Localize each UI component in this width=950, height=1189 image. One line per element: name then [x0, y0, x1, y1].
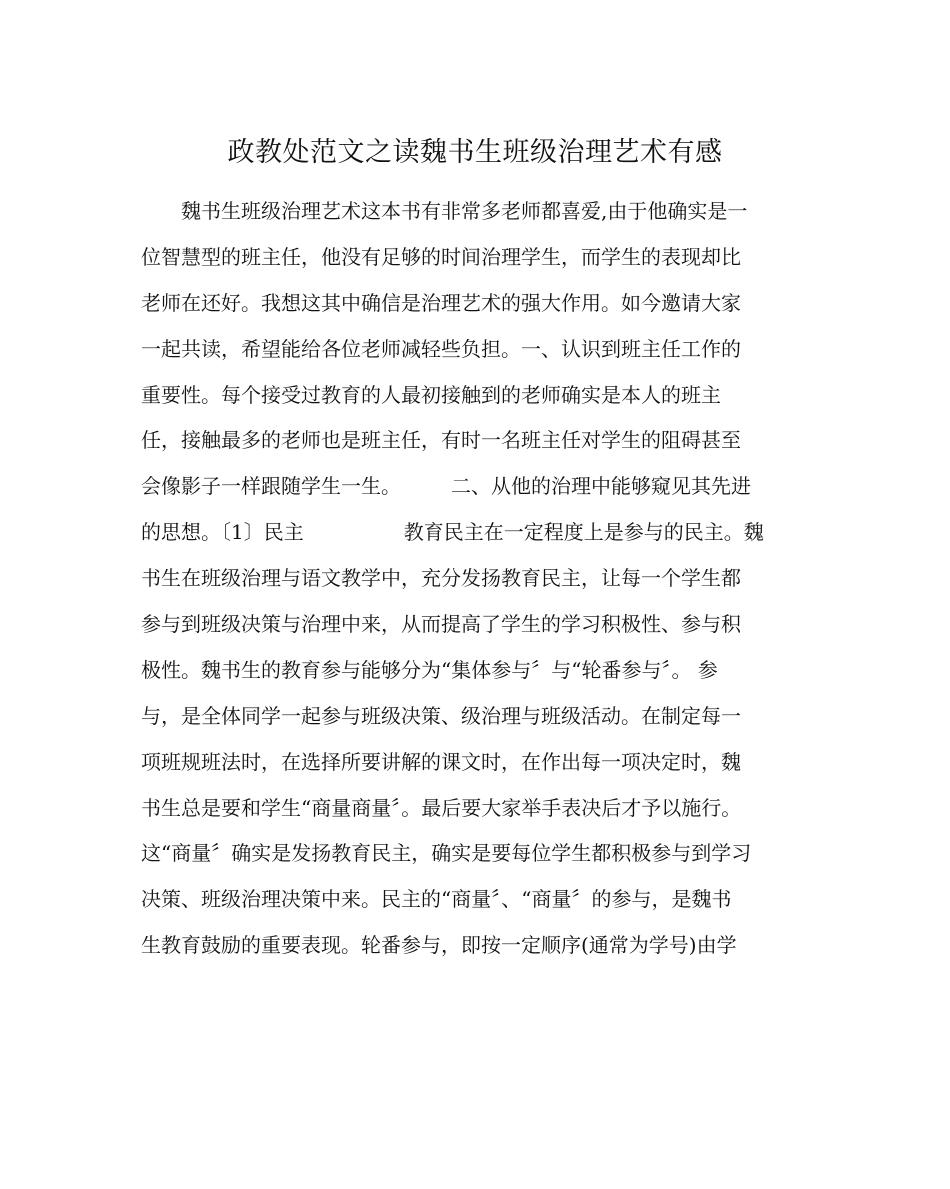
- body-line: 位智慧型的班主任，他没有足够的时间治理学生，而学生的表现却比: [141, 244, 741, 269]
- body-line: 的思想。〔1〕民主 教育民主在一定程度上是参与的民主。魏: [141, 520, 764, 545]
- body-line: 项班规班法时，在选择所要讲解的课文时，在作出每一项决定时，魏: [141, 749, 741, 774]
- body-line: 参与到班级决策与治理中来，从而提高了学生的学习积极性、参与积: [141, 612, 741, 637]
- body-line: 重要性。每个接受过教育的人最初接触到的老师确实是本人的班主: [141, 382, 721, 407]
- body-line: 生教育鼓励的重要表现。轮番参与，即按一定顺序(通常为学号)由学: [141, 933, 737, 958]
- body-line: 决策、班级治理决策中来。民主的“商量〞、“商量〞的参与，是魏书: [141, 887, 732, 912]
- body-line: 一起共读，希望能给各位老师减轻些负担。一、认识到班主任工作的: [141, 336, 741, 361]
- body-line: 这“商量〞确实是发扬教育民主，确实是要每位学生都积极参与到学习: [141, 841, 752, 866]
- body-line: 书生在班级治理与语文教学中，充分发扬教育民主，让每一个学生都: [141, 566, 741, 591]
- body-line: 书生总是要和学生“商量商量〞。最后要大家举手表决后才予以施行。: [141, 795, 742, 820]
- body-line: 与，是全体同学一起参与班级决策、级治理与班级活动。在制定每一: [141, 703, 741, 728]
- body-line: 任，接触最多的老师也是班主任，有时一名班主任对学生的阻碍甚至: [141, 428, 741, 453]
- body-line: 魏书生班级治理艺术这本书有非常多老师都喜爱,由于他确实是一: [141, 199, 748, 223]
- document-title: 政教处范文之读魏书生班级治理艺术有感: [227, 137, 723, 168]
- body-line: 老师在还好。我想这其中确信是治理艺术的强大作用。如今邀请大家: [141, 290, 741, 315]
- body-line: 会像影子一样跟随学生一生。 二、从他的治理中能够窥见其先进: [141, 474, 751, 499]
- body-line: 极性。魏书生的教育参与能够分为“集体参与〞与“轮番参与〞。 参: [141, 657, 718, 682]
- document-body: [141, 189, 821, 969]
